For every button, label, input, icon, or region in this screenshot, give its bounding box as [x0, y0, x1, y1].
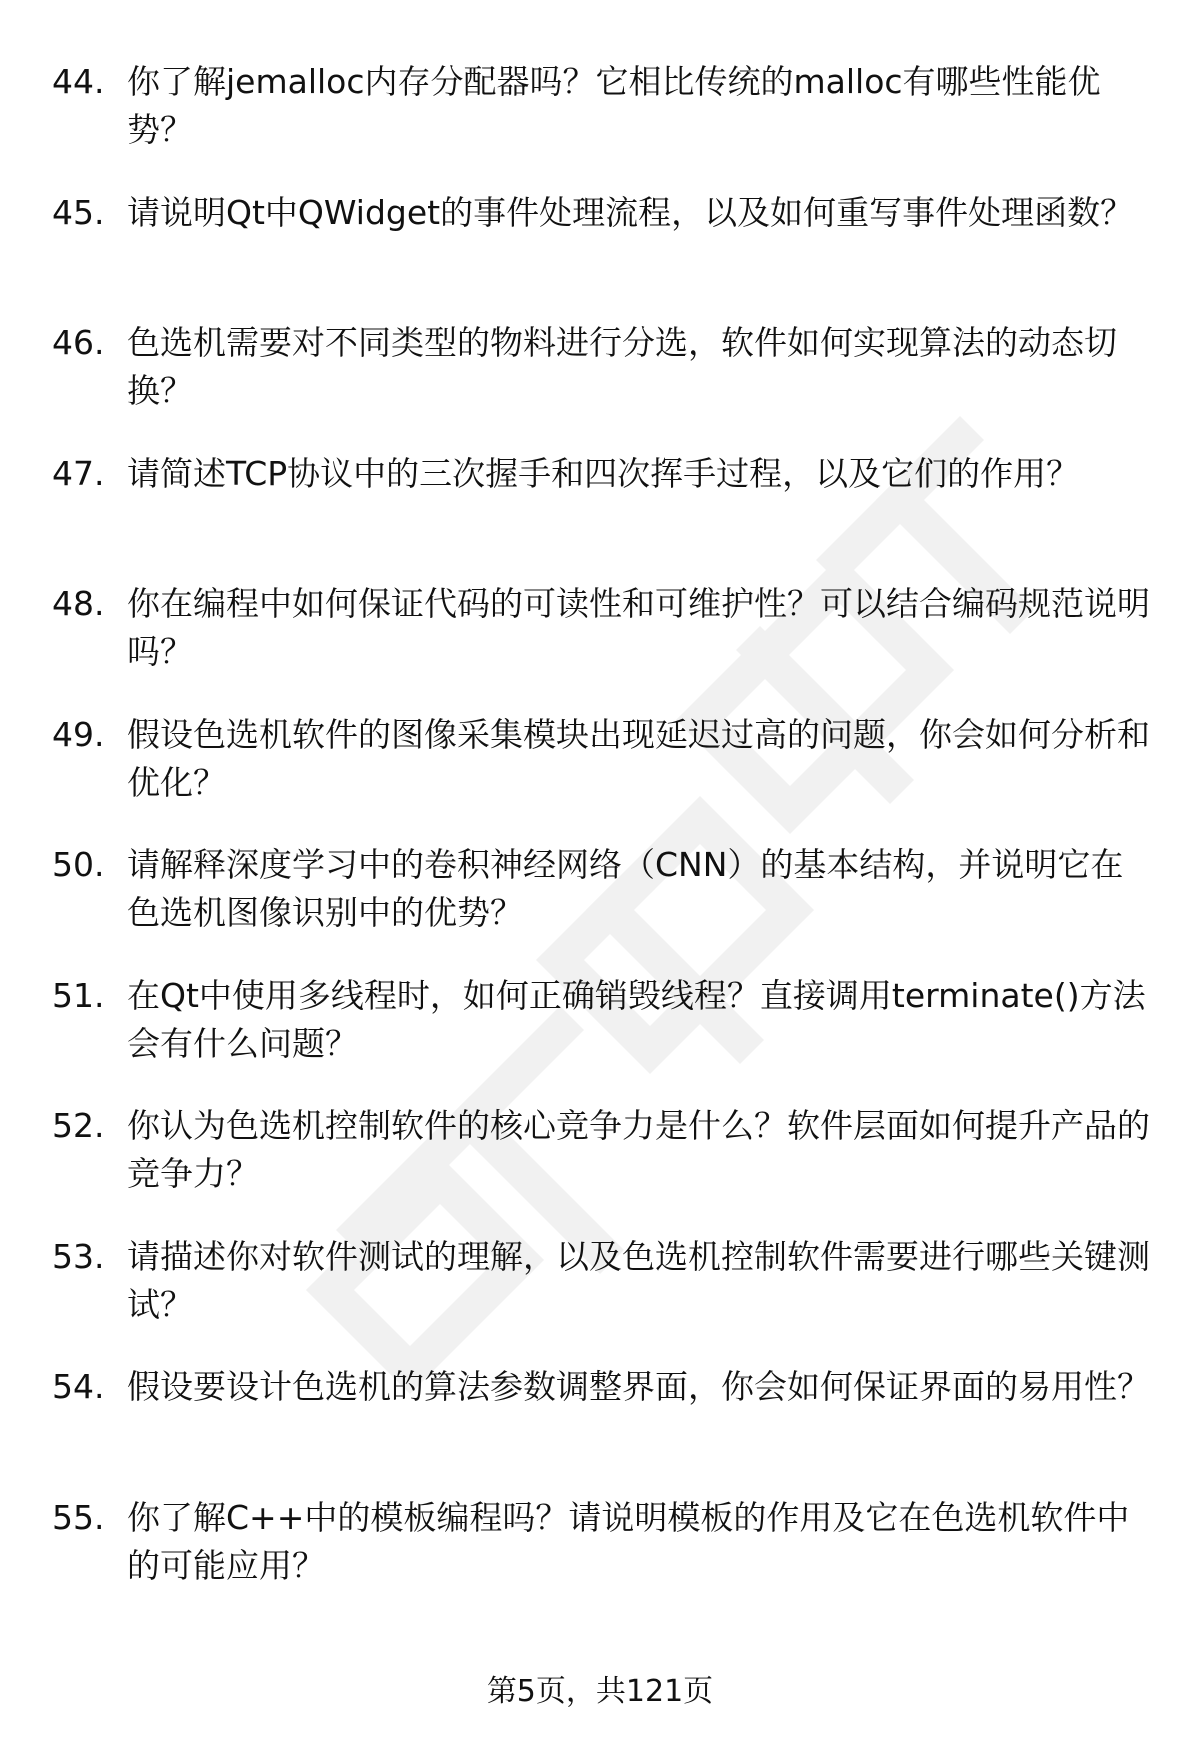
question-text: 你了解C++中的模板编程吗？请说明模板的作用及它在色选机软件中的可能应用？	[127, 1497, 1130, 1585]
question-text: 假设要设计色选机的算法参数调整界面，你会如何保证界面的易用性？	[127, 1367, 1150, 1406]
question-text: 你认为色选机控制软件的核心竞争力是什么？软件层面如何提升产品的竞争力？	[127, 1106, 1150, 1193]
question-item	[0, 58, 1200, 189]
question-number: 51.	[52, 975, 105, 1015]
question-item	[0, 1102, 1200, 1233]
question-item	[0, 450, 1200, 581]
question-item	[0, 711, 1200, 842]
question-text: 色选机需要对不同类型的物料进行分选，软件如何实现算法的动态切换？	[127, 323, 1117, 410]
question-number: 49.	[52, 714, 105, 754]
question-number: 45.	[52, 192, 105, 232]
question-item	[0, 189, 1200, 320]
question-number: 44.	[52, 62, 105, 101]
question-item	[0, 1233, 1200, 1364]
question-item	[0, 1494, 1200, 1625]
question-list	[0, 58, 1200, 1624]
question-item	[0, 319, 1200, 450]
question-item	[0, 841, 1200, 972]
question-number: 47.	[52, 453, 105, 493]
question-number: 53.	[52, 1236, 105, 1276]
question-text: 你在编程中如何保证代码的可读性和可维护性？可以结合编码规范说明吗？	[127, 584, 1150, 671]
question-item	[0, 580, 1200, 711]
question-text: 请简述TCP协议中的三次握手和四次挥手过程，以及它们的作用？	[127, 453, 1080, 493]
question-text: 你了解jemalloc内存分配器吗？它相比传统的malloc有哪些性能优势？	[127, 62, 1101, 149]
question-text: 请解释深度学习中的卷积神经网络（CNN）的基本结构，并说明它在色选机图像识别中的优势？	[127, 845, 1124, 932]
question-number: 54.	[52, 1367, 105, 1406]
question-text: 请描述你对软件测试的理解，以及色选机控制软件需要进行哪些关键测试？	[127, 1236, 1150, 1324]
question-item	[0, 972, 1200, 1103]
question-number: 52.	[52, 1106, 105, 1145]
question-text: 假设色选机软件的图像采集模块出现延迟过高的问题，你会如何分析和优化？	[127, 714, 1150, 802]
question-text: 请说明Qt中QWidget的事件处理流程，以及如何重写事件处理函数？	[127, 192, 1134, 232]
question-number: 55.	[52, 1497, 105, 1537]
question-text: 在Qt中使用多线程时，如何正确销毁线程？直接调用terminate()方法会有什么问题？	[127, 975, 1146, 1063]
question-number: 50.	[52, 845, 105, 884]
question-number: 46.	[52, 323, 105, 362]
question-item	[0, 1363, 1200, 1494]
question-number: 48.	[52, 584, 105, 623]
page-footer: 第5页，共121页	[486, 1674, 714, 1709]
